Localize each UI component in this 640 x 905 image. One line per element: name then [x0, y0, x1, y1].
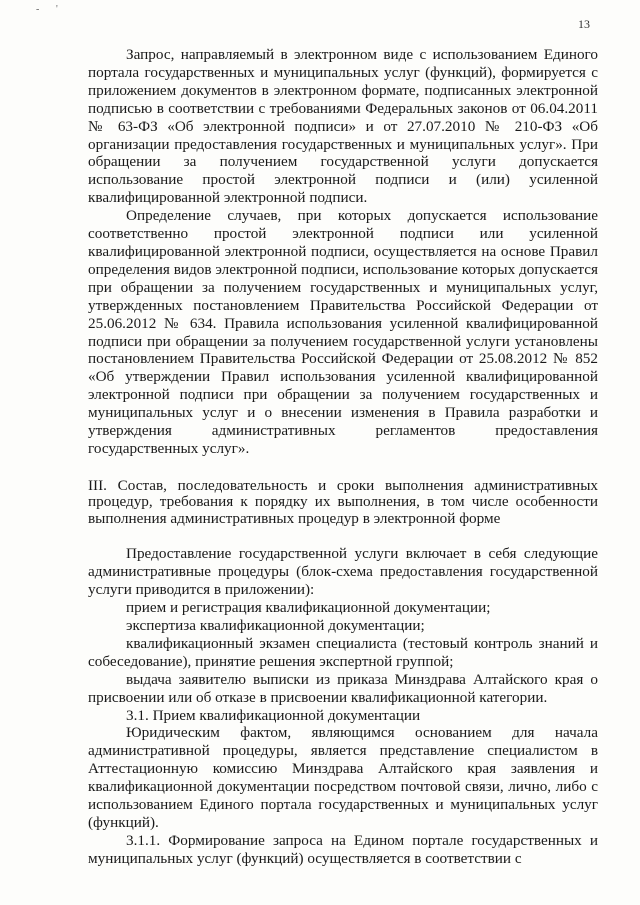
paragraph-portal-request: 3.1.1. Формирование запроса на Едином портале государственных и муниципальных услуг (функций) осуществляется в соответствии с	[88, 831, 598, 867]
list-item: прием и регистрация квалификационной документации;	[126, 599, 491, 617]
page-number: 13	[578, 17, 590, 31]
paragraph-signature-rules: Определение случаев, при которых допускается использование соответственно простой электронной подписи или усиленной квалифицированной электронной подписи, осуществляется на основе Правил определения видов электронной подписи, использование которых допускается при обращении за получением государственных и муниципальных услуг, утвержденных постановлением Правительства Российской Федерации от 25.06.2012 № 634. Правила использования усиленной квалифицированной подписи при обращении за получением государственной услуги установлены постановлением Правительства Российской Федерации от 25.08.2012 № 852 «Об утверждении Правил использования усиленной квалифицированной электронной подписи при обращении за получением государственных и муниципальных услуг и о внесении изменения в Правила разработки и утверждения административных регламентов предоставления государственных услуг».	[88, 207, 598, 457]
scan-mark: '	[56, 4, 58, 15]
list-item: выдача заявителю выписки из приказа Минздрава Алтайского края о присвоении или об отказе в присвоении квалификационной категории.	[88, 670, 598, 706]
subsection-title: 3.1. Прием квалификационной документации	[126, 706, 421, 724]
section-heading: III. Состав, последовательность и сроки выполнения административных процедур, требования к порядку их выполнения, в том числе особенности выполнения административных процедур в электронной форме	[88, 476, 598, 527]
list-item: экспертиза квалификационной документации;	[126, 616, 425, 634]
document-body	[88, 46, 598, 868]
scan-mark: -	[36, 4, 40, 15]
paragraph-legal-fact: Юридическим фактом, являющимся основанием для начала административной процедуры, является представление специалистом в Аттестационную комиссию Минздрава Алтайского края заявления и квалификационной документации посредством почтовой связи, лично, либо с использованием Единого портала государственных и муниципальных услуг (функций).	[88, 724, 598, 831]
paragraph-procedures-intro: Предоставление государственной услуги включает в себя следующие административные процедуры (блок-схема предоставления государственной услуги приводится в приложении):	[88, 545, 598, 599]
list-item: квалификационный экзамен специалиста (тестовый контроль знаний и собеседование), принятие решения экспертной группой;	[88, 634, 598, 670]
paragraph-electronic-request: Запрос, направляемый в электронном виде с использованием Единого портала государственных и муниципальных услуг (функций), формируется с приложением документов в электронном формате, подписанных электронной подписью в соответствии с требованиями Федеральных законов от 06.04.2011 № 63-ФЗ «Об электронной подписи» и от 27.07.2010 № 210-ФЗ «Об организации предоставления государственных и муниципальных услуг». При обращении за получением государственной услуги допускается использование простой электронной подписи и (или) усиленной квалифицированной электронной подписи.	[88, 46, 598, 207]
